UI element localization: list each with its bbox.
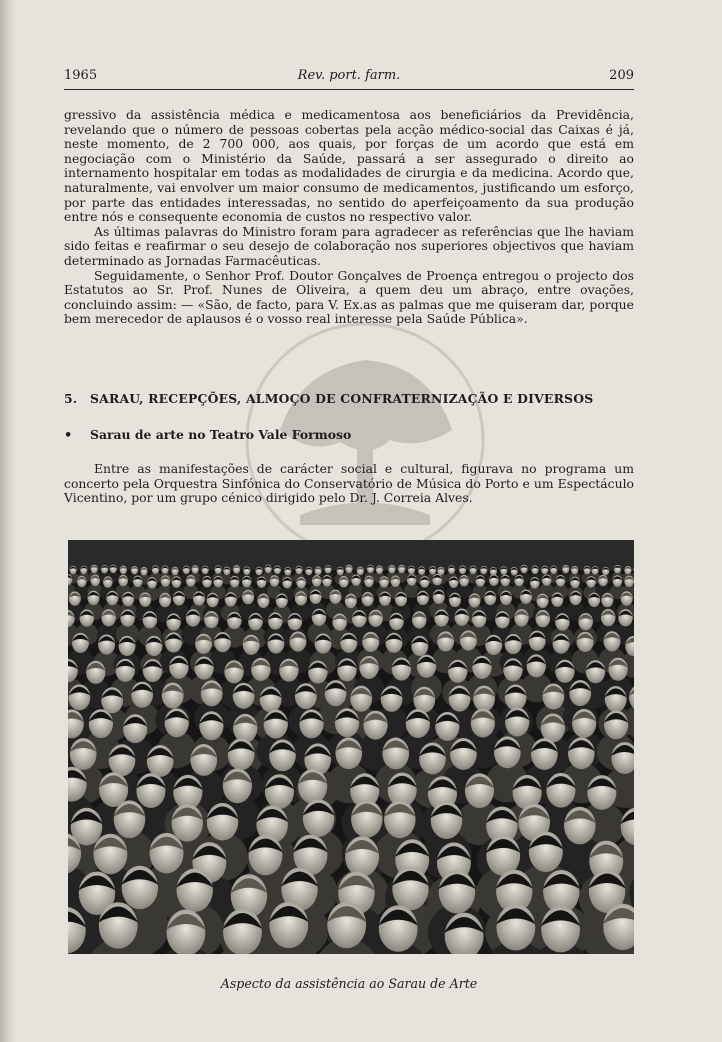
header-year: 1965 bbox=[64, 68, 98, 83]
subsection-heading bbox=[64, 427, 634, 443]
header-journal: Rev. port. farm. bbox=[297, 68, 401, 83]
section-heading bbox=[64, 391, 634, 406]
page-binding-edge bbox=[0, 0, 18, 1042]
audience-photo-graphic bbox=[68, 540, 634, 954]
body-paragraph: Seguidamente, o Senhor Prof. Doutor Gonçalves de Proença entregou o projecto dos Estatutos ao Sr. Prof. Nunes de Oliveira, a quem deu um abraço, entre ovações, concluindo assim: — «São, de facto, para V. Ex.as as palmas que me quiseram dar, porque bem merecedor de aplausos é o vosso real interesse pela Saúde Pública». bbox=[64, 267, 634, 327]
figure-caption: Aspecto da assistência ao Sarau de Arte bbox=[220, 976, 478, 991]
bullet-icon: • bbox=[64, 428, 73, 443]
article-body bbox=[64, 108, 634, 327]
body-paragraph: As últimas palavras do Ministro foram para agradecer as referências que lhe haviam sido feitas e reafirmar o seu desejo de colaboração nos superiores objectivos que haviam determinado as Jornadas Farmacêuticas. bbox=[64, 223, 634, 268]
audience-photo bbox=[68, 540, 634, 954]
body-paragraph: Entre as manifestações de carácter social e cultural, figurava no programa um concerto pela Orquestra Sinfónica do Conservatório de Música do Porto e um Espectáculo Vicentino, por um grupo cénico dirigido pelo Dr. J. Correia Alves. bbox=[64, 461, 634, 506]
running-header bbox=[64, 68, 634, 86]
section-title: SARAU, RECEPÇÕES, ALMOÇO DE CONFRATERNIZAÇÃO E DIVERSOS bbox=[90, 391, 594, 406]
subsection-title: Sarau de arte no Teatro Vale Formoso bbox=[90, 427, 352, 442]
body-paragraph: gressivo da assistência médica e medicamentosa aos beneficiários da Previdência, revelando que o número de pessoas cobertas pela acção médico-social das Caixas é já, neste momento, de 2 700 000, aos quais, por forças de um acordo que está em negociação com o Ministério da Saúde, passará a ser assegurado o direito ao internamento hospitalar em todas as modalidades de cirurgia e da medicina. Acordo que, naturalmente, vai envolver um maior consumo de medicamentos, justificando um esforço, por parte das entidades interessadas, no sentido do aperfeiçoamento da sua produção entre nós e consequente economia de custos no respectivo valor. bbox=[64, 107, 634, 225]
section-number: 5. bbox=[64, 391, 78, 406]
section-body bbox=[64, 462, 634, 506]
header-rule bbox=[64, 89, 634, 90]
page-number: 209 bbox=[609, 68, 634, 83]
